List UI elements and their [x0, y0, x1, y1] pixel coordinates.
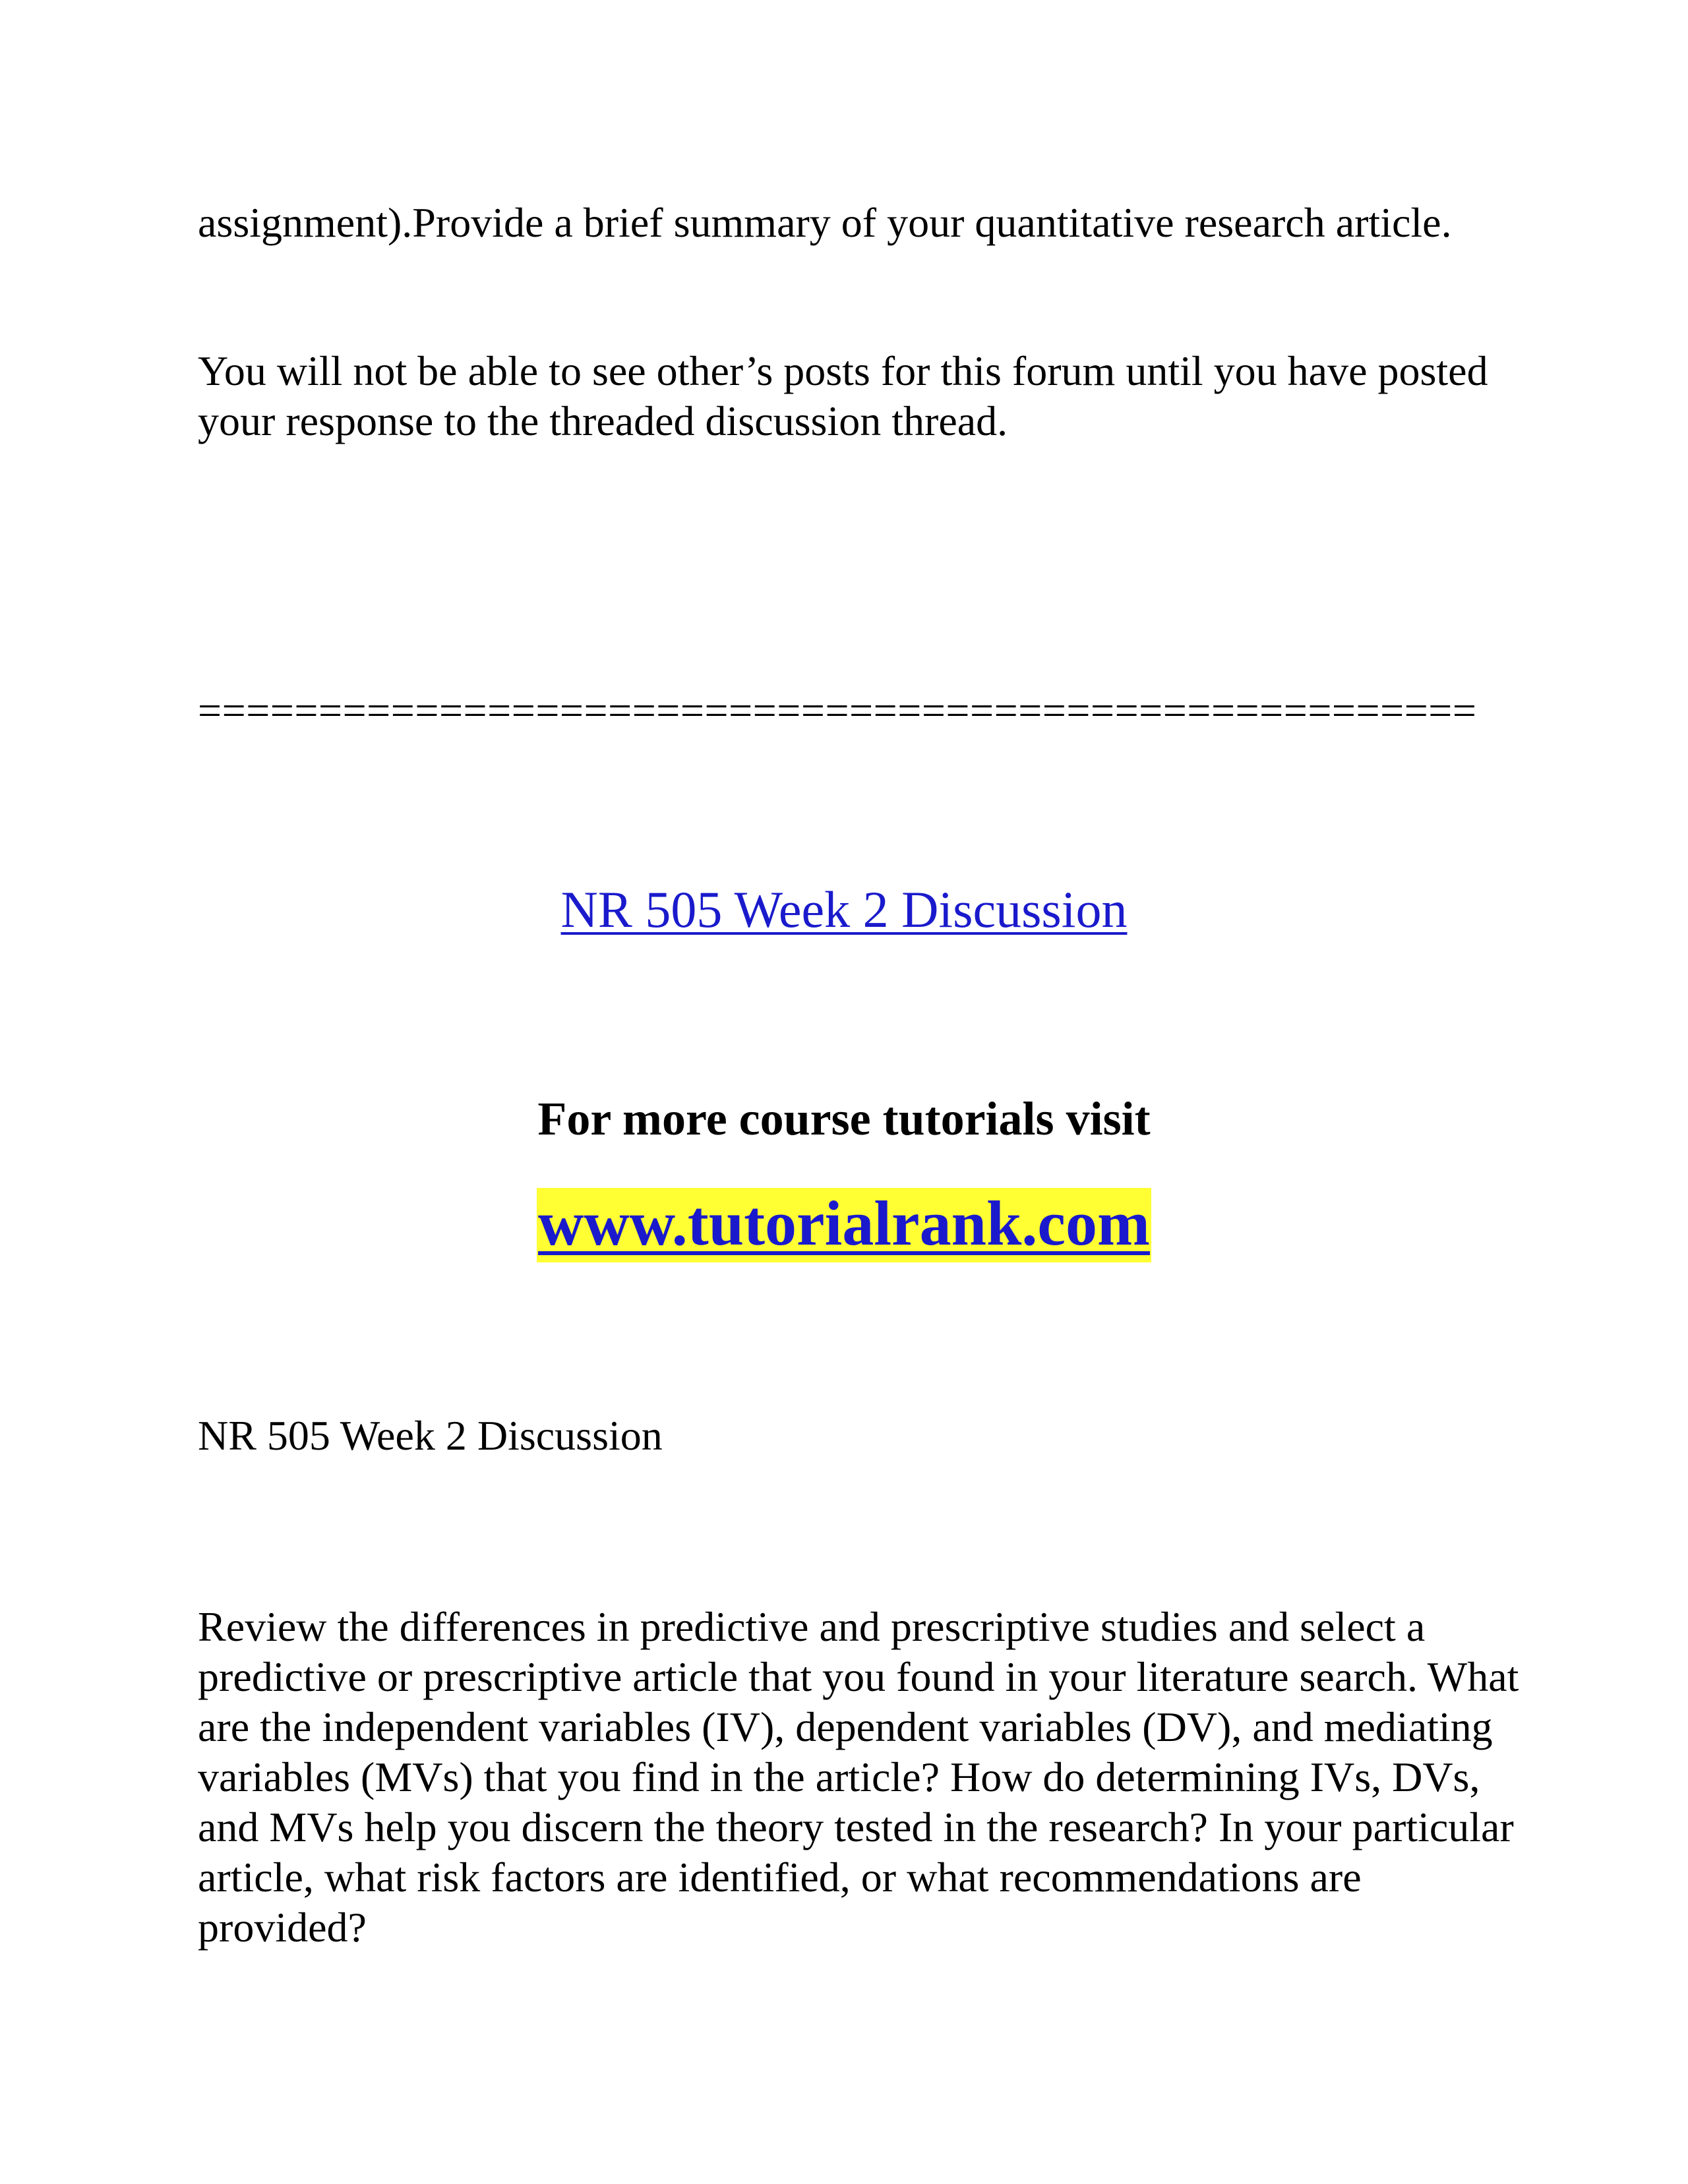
more-tutorials-text: For more course tutorials visit [537, 1092, 1151, 1145]
title-link-line [0, 880, 1688, 939]
section-heading: NR 505 Week 2 Discussion [198, 1412, 663, 1459]
site-link[interactable]: www.tutorialrank.com [537, 1188, 1151, 1262]
site-link-line [0, 1187, 1688, 1260]
section-divider: ===================================================== [198, 687, 1477, 734]
prompt-paragraph: Review the differences in predictive and prescriptive studies and select a predictive or prescriptive article that you found in your literature search. What are the independent variables (IV), dependent variables (DV), and mediating variables (MVs) that you find in the article? How do determining IVs, DVs, and MVs help you discern the theory tested in the research? In your particular article, what risk factors are identified, or what recommendations are provided? [198, 1603, 1519, 1951]
notice-paragraph: You will not be able to see other’s posts for this forum until you have posted your response to the threaded discussion thread. [198, 347, 1488, 444]
intro-paragraph: assignment).Provide a brief summary of your quantitative research article. [198, 199, 1452, 246]
title-link[interactable]: NR 505 Week 2 Discussion [560, 881, 1128, 938]
